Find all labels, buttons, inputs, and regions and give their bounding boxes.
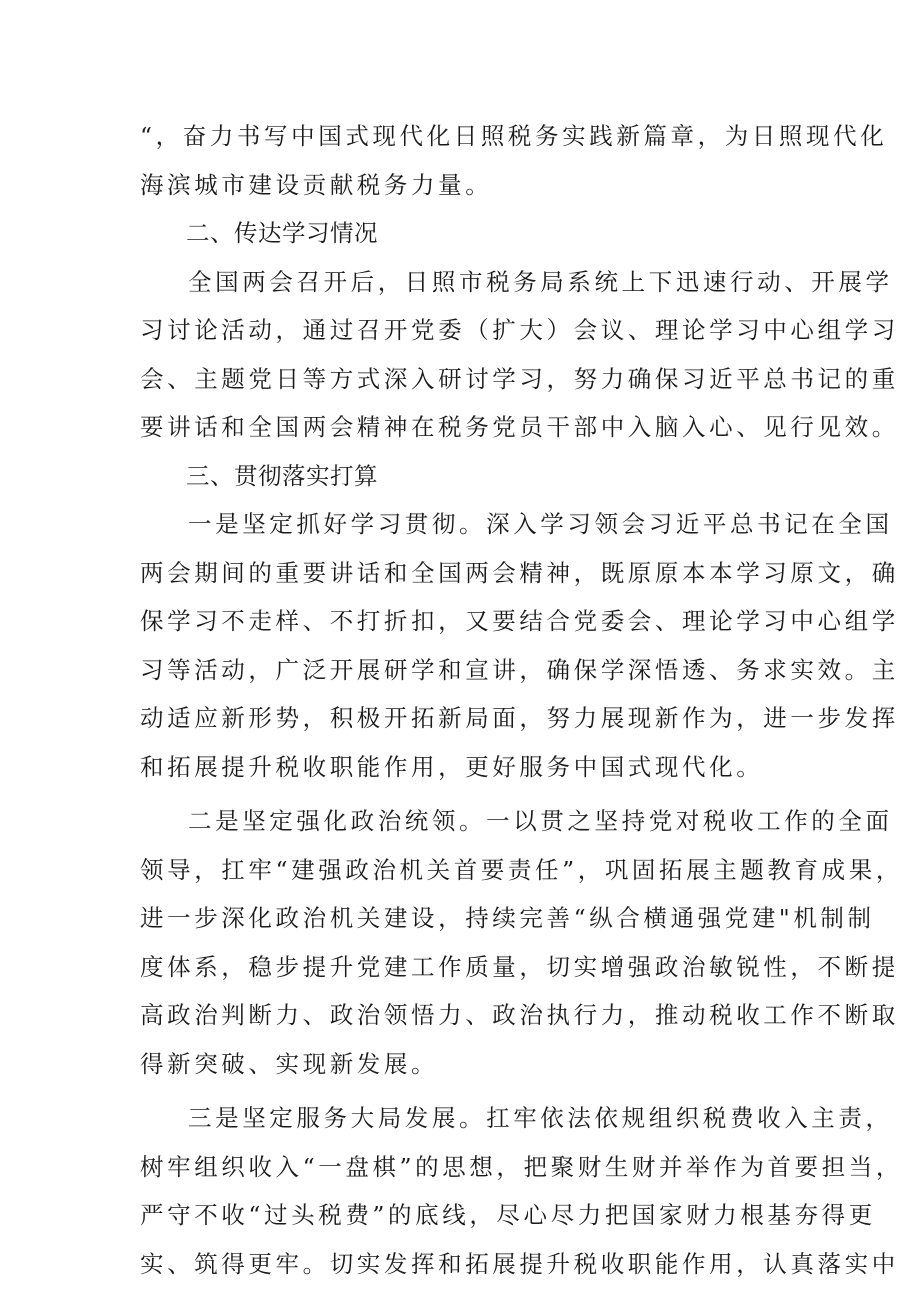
document-page bbox=[140, 112, 903, 1288]
section-heading: 三、贯彻落实打算 bbox=[186, 461, 378, 490]
text-line: 度体系，稳步提升党建工作质量，切实增强政治敏锐性，不断提 bbox=[140, 952, 899, 981]
text-line: 实、筑得更牢。切实发挥和拓展提升税收职能作用，认真落实中 bbox=[140, 1249, 899, 1278]
paragraph bbox=[140, 797, 903, 1088]
text-line: 严守不收“过头税费”的底线，尽心尽力把国家财力根基夯得更 bbox=[140, 1201, 876, 1229]
text-line: 要讲话和全国两会精神在税务党员干部中入脑入心、见行见效。 bbox=[140, 413, 899, 441]
intro-paragraph bbox=[140, 112, 888, 209]
text-line: 一是坚定抓好学习贯彻。深入学习领会习近平总书记在全国 bbox=[188, 510, 893, 538]
section-2 bbox=[140, 209, 899, 452]
text-line: “，奋力书写中国式现代化日照税务实践新篇章，为日照现代化 bbox=[140, 122, 888, 150]
text-line: 习讨论活动，通过召开党委（扩大）会议、理论学习中心组学习 bbox=[140, 316, 899, 344]
text-line: 二是坚定强化政治统领。一以贯之坚持党对税收工作的全面 bbox=[188, 807, 893, 835]
text-line: 两会期间的重要讲话和全国两会精神，既原原本本学习原文，确 bbox=[140, 558, 899, 587]
text-line: 动适应新形势，积极开拓新局面，努力展现新作为，进一步发挥 bbox=[140, 704, 899, 732]
text-line: 领导，扛牢“建强政治机关首要责任”，巩固拓展主题教育成果， bbox=[140, 855, 903, 884]
text-line: 保学习不走样、不打折扣，又要结合党委会、理论学习中心组学 bbox=[140, 607, 899, 635]
text-line: 高政治判断力、政治领悟力、政治执行力，推动税收工作不断取 bbox=[140, 1001, 899, 1029]
text-line: 进一步深化政治机关建设，持续完善“纵合横通强党建"机制制 bbox=[140, 904, 875, 932]
text-line: 得新突破、实现新发展。 bbox=[140, 1049, 439, 1078]
paragraph bbox=[140, 500, 899, 791]
text-line: 习等活动，广泛开展研学和宣讲，确保学深悟透、务求实效。主 bbox=[140, 655, 899, 684]
text-line: 海滨城市建设贡献税务力量。 bbox=[140, 170, 493, 199]
paragraph bbox=[140, 1094, 903, 1288]
text-line: 树牢组织收入“一盘棋”的思想，把聚财生财并举作为首要担当， bbox=[140, 1152, 903, 1181]
section-heading: 二、传达学习情况 bbox=[186, 219, 378, 247]
text-line: 会、主题党日等方式深入研讨学习，努力确保习近平总书记的重 bbox=[140, 364, 899, 393]
section-3 bbox=[140, 452, 903, 1289]
text-line: 全国两会召开后，日照市税务局系统上下迅速行动、开展学 bbox=[188, 267, 893, 296]
text-line: 三是坚定服务大局发展。扛牢依法依规组织税费收入主责， bbox=[188, 1104, 893, 1132]
text-line: 和拓展提升税收职能作用，更好服务中国式现代化。 bbox=[140, 752, 764, 781]
